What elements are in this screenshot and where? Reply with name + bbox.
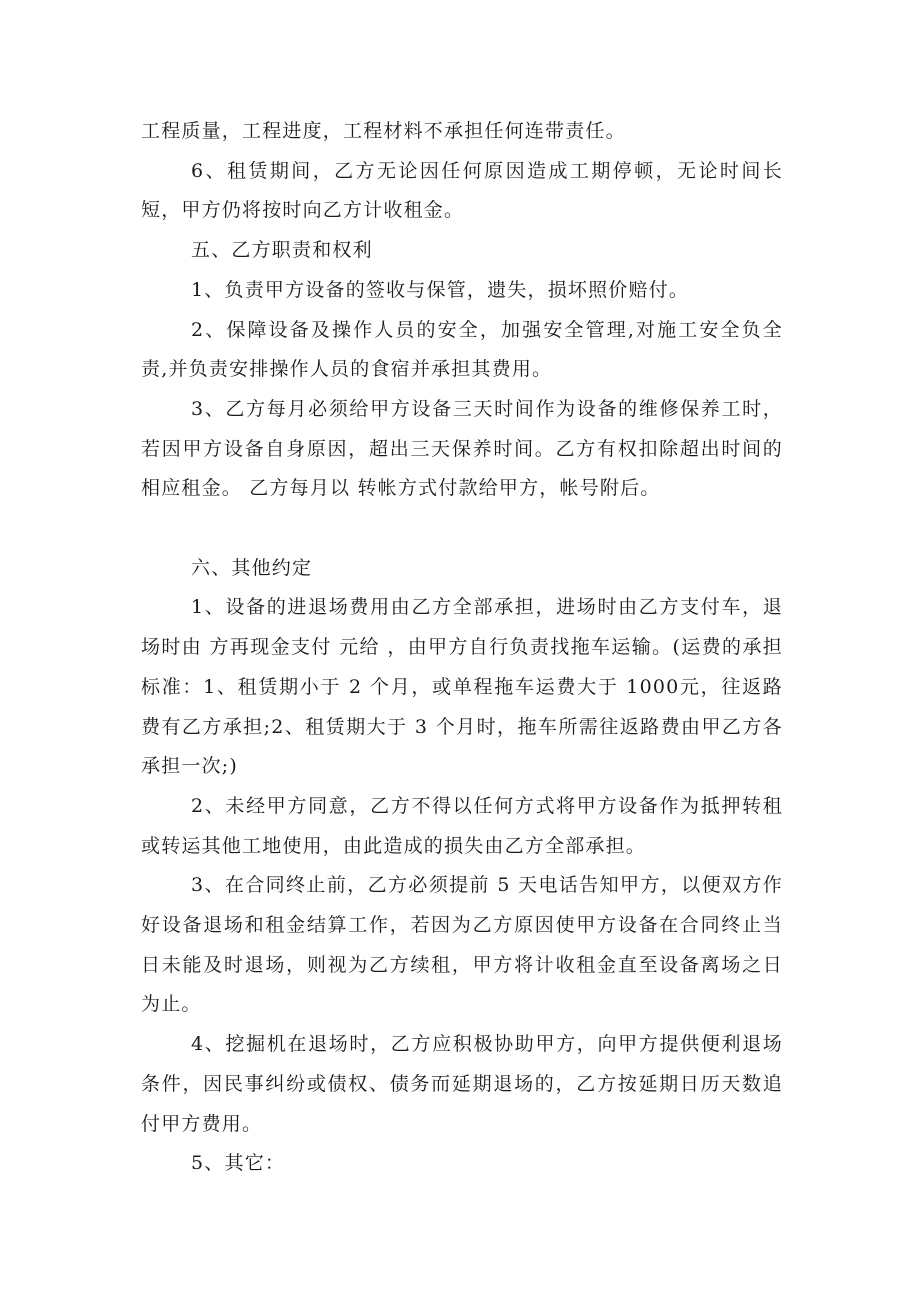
paragraph-clause-6-1: 1、设备的进退场费用由乙方全部承担，进场时由乙方支付车，退场时由 方再现金支付 元给 ，由甲方自行负责找拖车运输。(运费的承担标准：1、租赁期小于 2 个月，或单程拖车运费大于 1000元，往返路费有乙方承担;2、租赁期大于 3 个月时，拖车所需往返路费由甲乙方各承担一次;)	[141, 596, 783, 778]
section-heading-6: 六、其他约定	[191, 556, 313, 579]
paragraph-clause-6-5: 5、其它：	[191, 1152, 286, 1175]
paragraph-clause-6-2: 2、未经甲方同意，乙方不得以任何方式将甲方设备作为抵押转租或转运其他工地使用，由此造成的损失由乙方全部承担。	[141, 794, 783, 857]
paragraph-clause-5-3: 3、乙方每月必须给甲方设备三天时间作为设备的维修保养工时，若因甲方设备自身原因，超出三天保养时间。乙方有权扣除超出时间的相应租金。 乙方每月以 转帐方式付款给甲方，帐号附后。	[141, 397, 783, 500]
paragraph-spacer	[141, 509, 783, 549]
paragraph-liability-clause: 工程质量，工程进度，工程材料不承担任何连带责任。	[141, 120, 626, 142]
document-body	[141, 112, 783, 1184]
paragraph-clause-5-1: 1、负责甲方设备的签收与保管，遗失，损坏照价赔付。	[191, 278, 690, 301]
paragraph-clause-6-rent-during-suspension: 6、租赁期间，乙方无论因任何原因造成工期停顿，无论时间长短，甲方仍将按时向乙方计收租金。	[141, 159, 783, 222]
paragraph-clause-6-4: 4、挖掘机在退场时，乙方应积极协助甲方，向甲方提供便利退场条件，因民事纠纷或债权、债务而延期退场的，乙方按延期日历天数追付甲方费用。	[141, 1033, 783, 1135]
paragraph-clause-6-3: 3、在合同终止前，乙方必须提前 5 天电话告知甲方，以便双方作好设备退场和租金结算工作，若因为乙方原因使甲方设备在合同终止当日未能及时退场，则视为乙方续租，甲方将计收租金直至设备离场之日为止。	[141, 874, 783, 1016]
section-heading-5: 五、乙方职责和权利	[191, 239, 373, 262]
paragraph-clause-5-2: 2、保障设备及操作人员的安全，加强安全管理,对施工安全负全责,并负责安排操作人员的食宿并承担其费用。	[141, 318, 783, 381]
